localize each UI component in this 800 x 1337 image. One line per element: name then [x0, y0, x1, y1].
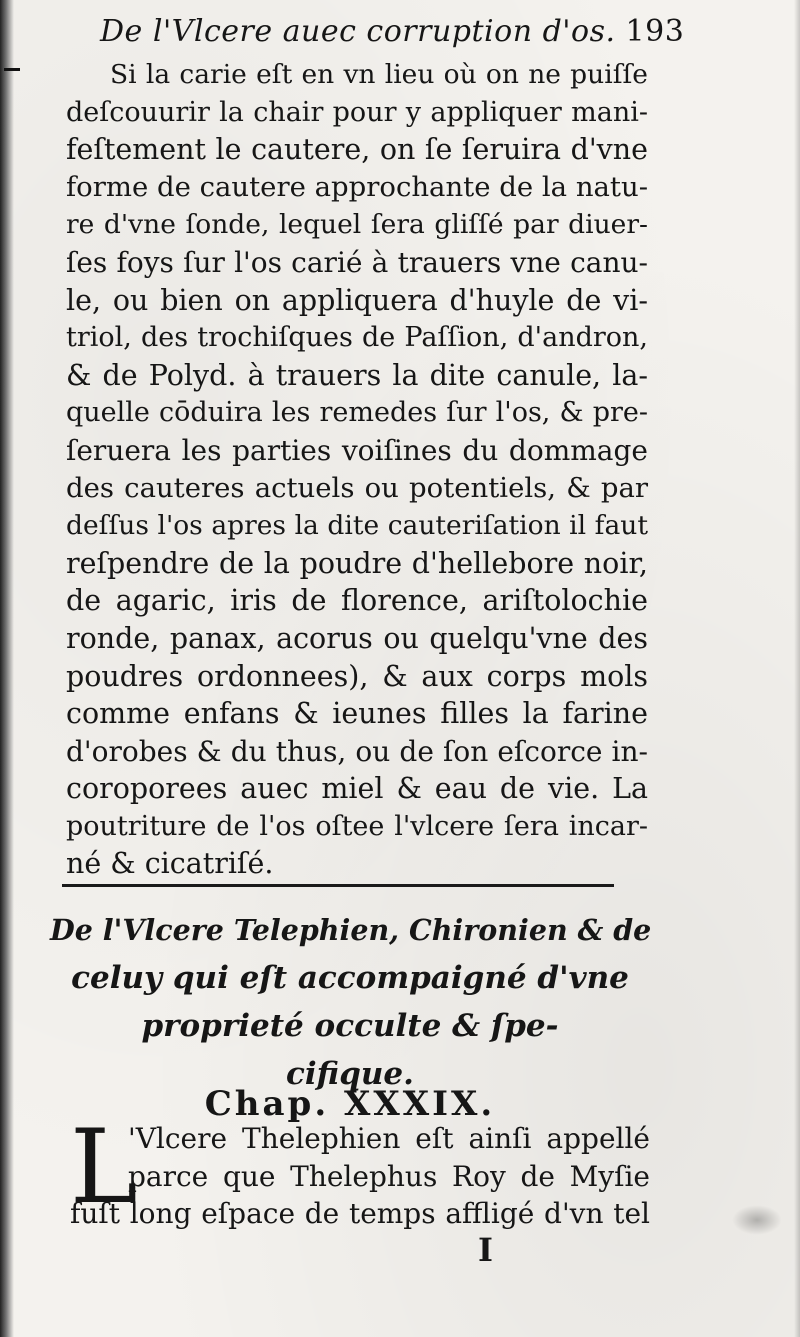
chapter-line: parce que Thelephus Roy de Myſie	[128, 1159, 650, 1193]
chapter-lines	[70, 1120, 650, 1233]
body-line: reſpendre de la poudre d'hellebore noir,	[66, 546, 648, 580]
body-line: & de Polyd. à trauers la dite canule, la-	[66, 358, 648, 392]
chapter-line: 'Vlcere Thelephien eſt ainſi appellé	[128, 1122, 650, 1155]
body-line: le, ou bien on appliquera d'huyle de vi-	[66, 283, 648, 317]
body-line: ronde, panax, acorus ou quelqu'vne des	[66, 621, 648, 655]
running-head-title: De l'Vlcere auec corruption d'os.	[100, 14, 616, 49]
body-line: poutriture de l'os oſtee l'vlcere ſera incar-	[66, 810, 648, 842]
running-head	[100, 14, 685, 49]
chapter-text	[70, 1108, 660, 1238]
body-line: forme de cautere approchante de la natu-	[66, 170, 648, 203]
page-number: 193	[625, 14, 685, 49]
page-edge-shadow	[794, 0, 800, 1337]
body-line: feſtement le cautere, on ſe ſeruira d'vne	[66, 133, 648, 167]
body-line: poudres ordonnees), & aux corps mols	[66, 659, 648, 693]
body-line: comme enfans & ieunes filles la farine	[66, 697, 648, 731]
section-heading	[50, 906, 650, 1098]
body-line: ſeruera les parties voiſines du dommage	[66, 433, 648, 467]
chapter-number: Chap. XXXIX.	[204, 1084, 496, 1124]
body-line: né & cicatriſé.	[66, 847, 274, 881]
body-line: coroporees auec miel & eau de vie. La	[66, 772, 648, 806]
heading-line: proprieté occulte & ſpe-	[141, 1008, 559, 1044]
page-gutter-shadow	[0, 0, 14, 1337]
signature-mark: I	[478, 1231, 493, 1269]
section-divider	[62, 884, 614, 887]
body-line: Si la carie eſt en vn lieu où on ne puiſſe	[110, 59, 648, 90]
body-line: deſſus l'os apres la dite cauteriſation il faut	[66, 510, 648, 542]
body-line: d'orobes & du thus, ou de ſon eſcorce in-	[66, 734, 648, 768]
drop-cap: L	[70, 1108, 138, 1227]
margin-mark	[4, 68, 20, 71]
chapter-line: fuſt long eſpace de temps affligé d'vn tel	[70, 1197, 650, 1231]
body-text	[66, 56, 648, 883]
body-line: quelle cōduira les remedes ſur l'os, & pre-	[66, 397, 648, 429]
heading-line: cifique.	[286, 1056, 414, 1092]
heading-line: celuy qui eſt accompaigné d'vne	[71, 960, 629, 996]
body-line: re d'vne ſonde, lequel ſera gliſſé par diuer-	[66, 209, 648, 241]
body-line: triol, des trochiſques de Paſſion, d'andron,	[66, 322, 648, 354]
body-line: deſcouurir la chair pour y appliquer mani-	[66, 96, 648, 128]
heading-line: De l'Vlcere Telephien, Chironien & de	[50, 913, 652, 947]
body-line: de agaric, iris de florence, ariſtolochie	[66, 584, 648, 618]
ink-smudge	[732, 1205, 782, 1235]
body-line: des cauteres actuels ou potentiels, & par	[66, 471, 648, 504]
body-line: ſes foys ſur l'os carié à trauers vne canu-	[66, 245, 648, 279]
